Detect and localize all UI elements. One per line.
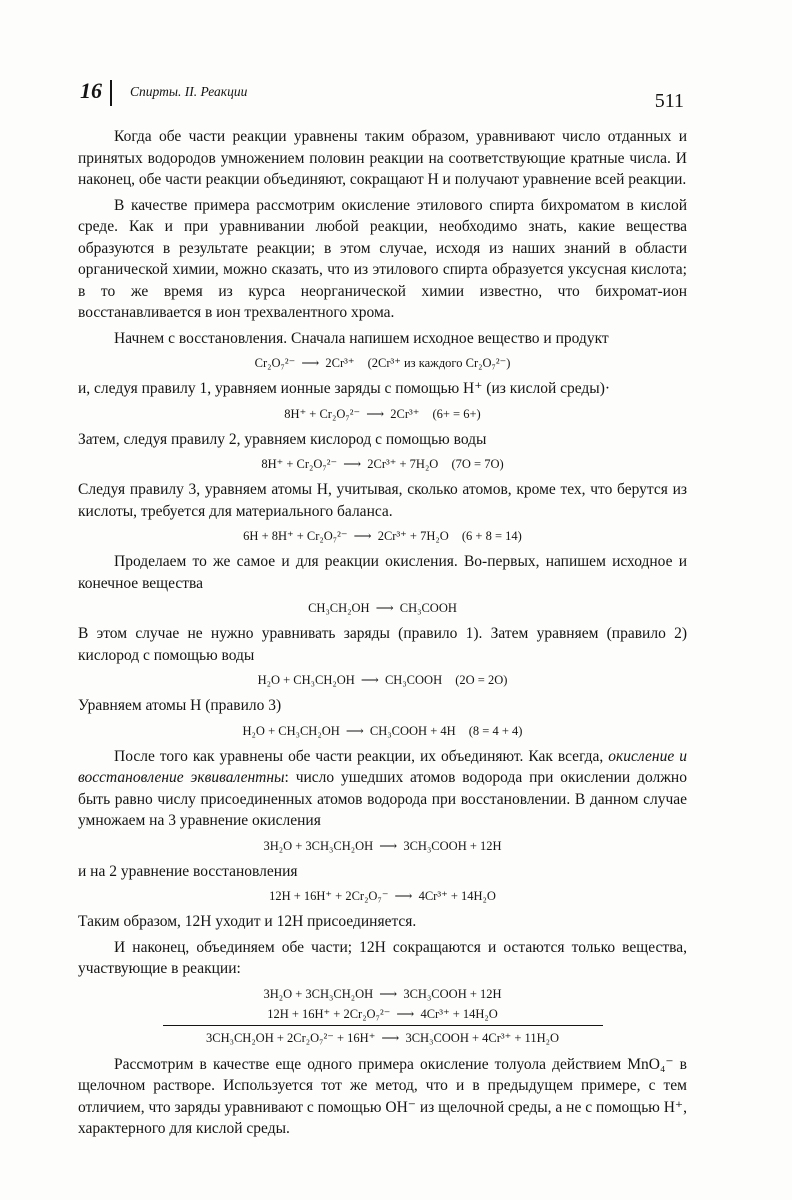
sum-equation-oxidation (263, 984, 501, 1004)
equation-comment: (8 = 4 + 4) (468, 723, 523, 738)
equation-left: 6H + 8H⁺ + Cr₂O₇²⁻ (243, 529, 348, 543)
reaction-arrow: ⟶ (301, 356, 320, 370)
equation-comment: (6 + 8 = 14) (461, 529, 522, 543)
equation-9 (78, 886, 687, 906)
equation-right: 3CH₃COOH + 4Cr³⁺ + 11H₂O (405, 1030, 560, 1045)
paragraph: Рассмотрим в качестве еще одного примера окисление толуола действием MnO₄⁻ в щелочном растворе. Используется тот же метод, что и в предыдущем примере, с тем отличием, что заряды уравнивают с помощью OH⁻ из щелочной среды, а не с помощью H⁺, характерного для кислой среды. (78, 1055, 687, 1137)
equation-right: CH₃COOH (399, 601, 457, 615)
equation-5 (78, 598, 687, 618)
equation-7 (78, 721, 687, 741)
reaction-arrow: ⟶ (366, 406, 385, 421)
equation-right: 3CH₃COOH + 12H (403, 838, 502, 853)
reaction-arrow: ⟶ (381, 1030, 400, 1045)
sum-divider-line (163, 1025, 603, 1026)
equation-right: 2Cr³⁺ + 7H₂O (367, 457, 439, 471)
page-body (78, 126, 687, 1144)
reaction-arrow: ⟶ (360, 673, 379, 687)
paragraph: В качестве примера рассмотрим окисление этилового спирта бихроматом в кислой среде. Как и при уравнивании любой реакции, необходимо знать, какие вещества образуются в результате реакции; в этом случае, исходя из наших знаний в области органической химии, можно сказать, что из этилового спирта образуется уксусная кислота; в то же время из курса неорганической химии известно, что бихромат-ион восстанавливается в ион трехвалентного хрома. (78, 196, 687, 321)
reaction-arrow: ⟶ (353, 529, 372, 543)
reaction-arrow: ⟶ (343, 457, 362, 471)
paragraph: и, следуя правилу 1, уравняем ионные заряды с помощью H⁺ (из кислой среды)· (78, 380, 611, 397)
paragraph: Начнем с восстановления. Сначала напишем исходное вещество и продукт (114, 329, 609, 347)
equation-right: 4Cr³⁺ + 14H₂O (418, 889, 496, 903)
equation-1 (78, 353, 687, 373)
equation-right: 4Cr³⁺ + 14H₂O (420, 1006, 498, 1021)
equation-right: 2Cr³⁺ (390, 406, 420, 421)
paragraph: И наконец, объединяем обе части; 12Н сокращаются и остаются только вещества, участвующие в реакции: (78, 938, 687, 977)
equation-left: 8H⁺ + Cr₂O₇²⁻ (261, 457, 338, 471)
running-title: Спирты. II. Реакции (130, 84, 248, 99)
reaction-arrow: ⟶ (345, 723, 364, 738)
equation-left: H₂O + CH₃CH₂OH (242, 723, 340, 738)
equation-comment: (7O = 7O) (451, 457, 504, 471)
equation-left: 8H⁺ + Cr₂O₇²⁻ (284, 406, 361, 421)
equation-comment: (2O = 2O) (455, 673, 508, 687)
equation-left: H₂O + CH₃CH₂OH (257, 673, 355, 687)
page-number: 511 (654, 90, 684, 112)
paragraph: и на 2 уравнение восстановления (78, 862, 298, 880)
paragraph: Уравняем атомы Н (правило 3) (78, 697, 282, 714)
paragraph: Затем, следуя правилу 2, уравняем кислород с помощью воды (78, 430, 487, 448)
reaction-arrow: ⟶ (379, 986, 398, 1001)
equation-6 (78, 670, 687, 690)
paragraph: Когда обе части реакции уравнены таким образом, уравнивают число отданных и принятых водородов умножением половин реакции на соответствующие кратные числа. И наконец, обе части реакции объединяют, сокращают Н и получают уравнение всей реакции. (78, 128, 687, 188)
equation-2 (78, 404, 687, 424)
paragraph (78, 746, 687, 832)
paragraph-text: После того как уравнены обе части реакции, их объединяют. Как всегда, (114, 747, 604, 765)
reaction-arrow: ⟶ (375, 601, 394, 615)
equation-left: 12H + 16H⁺ + 2Cr₂O₇⁻ (269, 889, 389, 903)
equation-3 (78, 454, 687, 474)
sum-equation-total (206, 1028, 559, 1048)
equation-left: 12H + 16H⁺ + 2Cr₂O₇²⁻ (267, 1006, 391, 1021)
paragraph: Таким образом, 12Н уходит и 12Н присоединяется. (78, 913, 417, 930)
header-divider (110, 80, 112, 106)
paragraph: Следуя правилу 3, уравняем атомы Н, учитывая, сколько атомов, кроме тех, что берутся из кислоты, требуется для материального баланса. (78, 481, 687, 520)
equation-right: 2Cr³⁺ (325, 356, 355, 370)
paragraph: В этом случае не нужно уравнивать заряды (правило 1). Затем уравняем (правило 2) кислород с помощью воды (78, 625, 687, 664)
equation-left: CH₃CH₂OH (308, 601, 370, 615)
reaction-arrow: ⟶ (396, 1006, 415, 1021)
page-header (80, 78, 684, 118)
equation-left: 3H₂O + 3CH₃CH₂OH (263, 986, 374, 1001)
equation-right: 2Cr³⁺ + 7H₂O (377, 529, 449, 543)
equation-right: CH₃COOH (384, 673, 443, 687)
equation-comment: (2Cr³⁺ из каждого Cr₂O₇²⁻) (367, 356, 511, 370)
equation-comment: (6+ = 6+) (432, 406, 481, 421)
sum-equation-reduction (267, 1004, 498, 1024)
paragraph: Проделаем то же самое и для реакции окисления. Во-первых, напишем исходное и конечное вещества (78, 553, 687, 592)
equation-left: Cr₂O₇²⁻ (254, 356, 296, 370)
equation-4 (78, 526, 687, 546)
emphasis-text: окисление и восстановление эквивалентны (78, 747, 687, 786)
equation-8 (78, 836, 687, 856)
paragraph-text: : число ушедших атомов водорода при окислении должно быть равно числу присоединенных атомов водорода при восстановлении. В данном случае умножаем на 3 уравнение окисления (78, 769, 687, 829)
chapter-number: 16 (80, 78, 102, 103)
equation-right: 3CH₃COOH + 12H (403, 986, 502, 1001)
equation-left: 3CH₃CH₂OH + 2Cr₂O₇²⁻ + 16H⁺ (205, 1030, 376, 1045)
equation-right: CH₃COOH + 4H (369, 723, 456, 738)
equation-left: 3H₂O + 3CH₃CH₂OH (263, 838, 374, 853)
equation-sum-block (78, 984, 687, 1048)
reaction-arrow: ⟶ (394, 889, 413, 903)
reaction-arrow: ⟶ (379, 838, 398, 853)
